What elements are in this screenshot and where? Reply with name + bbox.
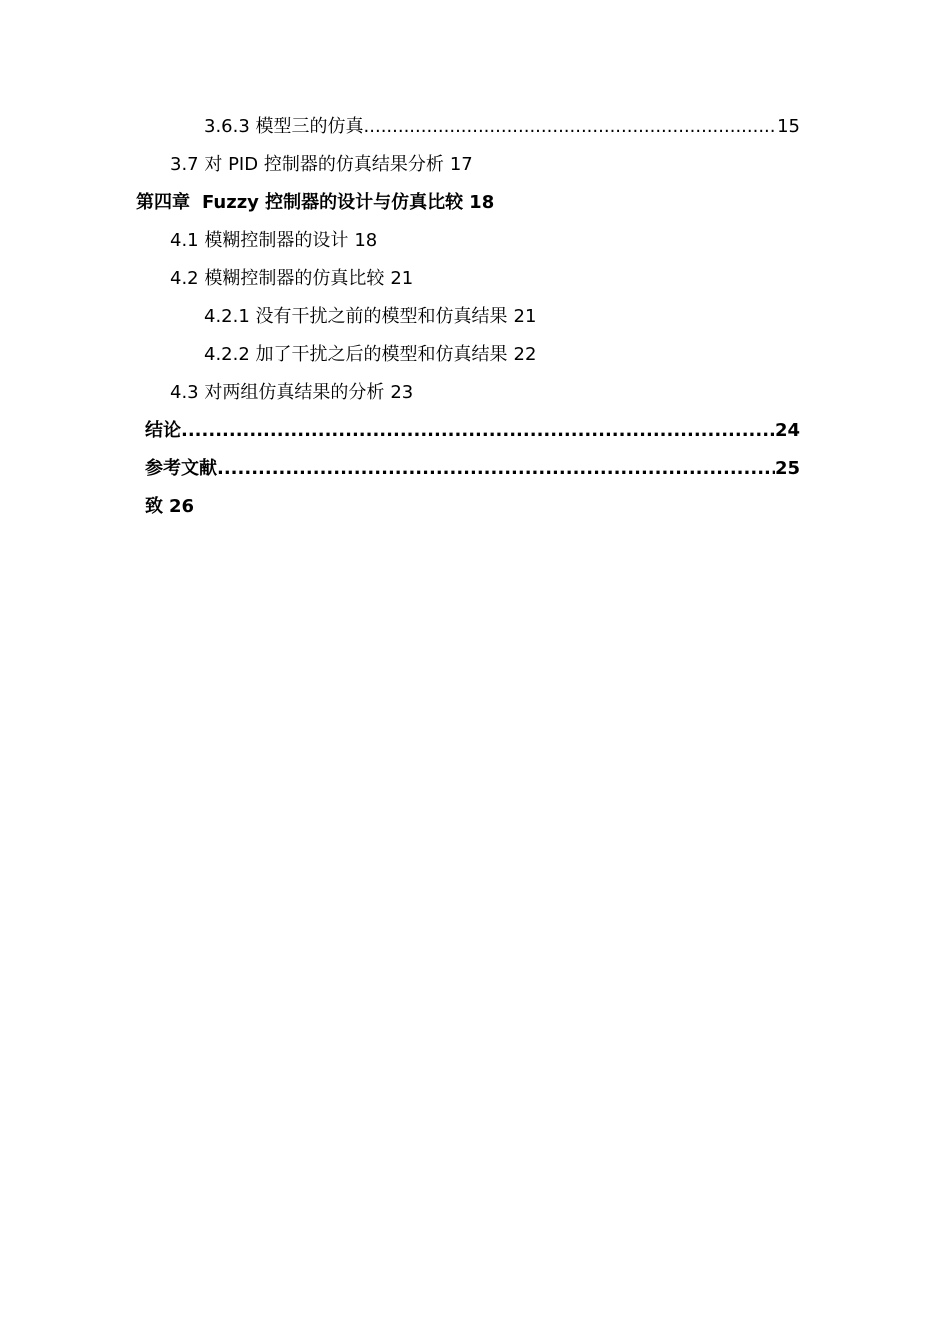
toc-entry-label: 4.3 对两组仿真结果的分析 — [170, 382, 385, 403]
toc-entry-conclusion[interactable] — [0, 412, 800, 450]
toc-entry-4-2-1[interactable] — [0, 298, 950, 336]
toc-entry-3-6-3[interactable] — [0, 108, 800, 146]
toc-entry-page: 24 — [774, 420, 800, 441]
toc-entry-page: 25 — [774, 458, 800, 479]
toc-entry-page: 23 — [390, 382, 414, 403]
toc-entry-page: 26 — [169, 496, 195, 517]
toc-entry-label: 3.7 对 PID 控制器的仿真结果分析 — [170, 154, 444, 175]
toc-chapter-number: 第四章 — [136, 192, 190, 213]
toc-entry-page: 18 — [354, 230, 378, 251]
toc-entry-label: 4.2.1 没有干扰之前的模型和仿真结果 — [204, 306, 508, 327]
toc-entry-page: 17 — [449, 154, 473, 175]
toc-chapter-title: Fuzzy 控制器的设计与仿真比较 — [202, 192, 464, 213]
toc-entry-chapter-4[interactable] — [0, 184, 950, 222]
toc-entry-page: 18 — [469, 192, 495, 213]
toc-entry-page: 22 — [513, 344, 537, 365]
toc-entry-4-2-2[interactable] — [0, 336, 950, 374]
toc-entry-page: 15 — [777, 116, 800, 137]
toc-entry-4-2[interactable] — [0, 260, 950, 298]
toc-entry-label: 结论 — [145, 420, 181, 441]
toc-entry-references[interactable] — [0, 450, 800, 488]
toc-dot-leader — [217, 450, 775, 488]
toc-dot-leader — [364, 108, 778, 146]
toc-entry-thanks[interactable] — [0, 488, 950, 526]
toc-entry-label: 4.1 模糊控制器的设计 — [170, 230, 349, 251]
toc-entry-label: 3.6.3 模型三的仿真 — [204, 116, 364, 137]
toc-entry-label: 4.2 模糊控制器的仿真比较 — [170, 268, 385, 289]
toc-entry-3-7[interactable] — [0, 146, 950, 184]
toc-entry-4-1[interactable] — [0, 222, 950, 260]
table-of-contents — [0, 108, 950, 526]
toc-entry-label: 4.2.2 加了干扰之后的模型和仿真结果 — [204, 344, 508, 365]
toc-dot-leader — [181, 412, 775, 450]
toc-entry-4-3[interactable] — [0, 374, 950, 412]
toc-entry-page: 21 — [513, 306, 537, 327]
toc-entry-label: 致 — [145, 496, 163, 517]
toc-entry-label: 参考文献 — [145, 458, 217, 479]
toc-entry-page: 21 — [390, 268, 414, 289]
